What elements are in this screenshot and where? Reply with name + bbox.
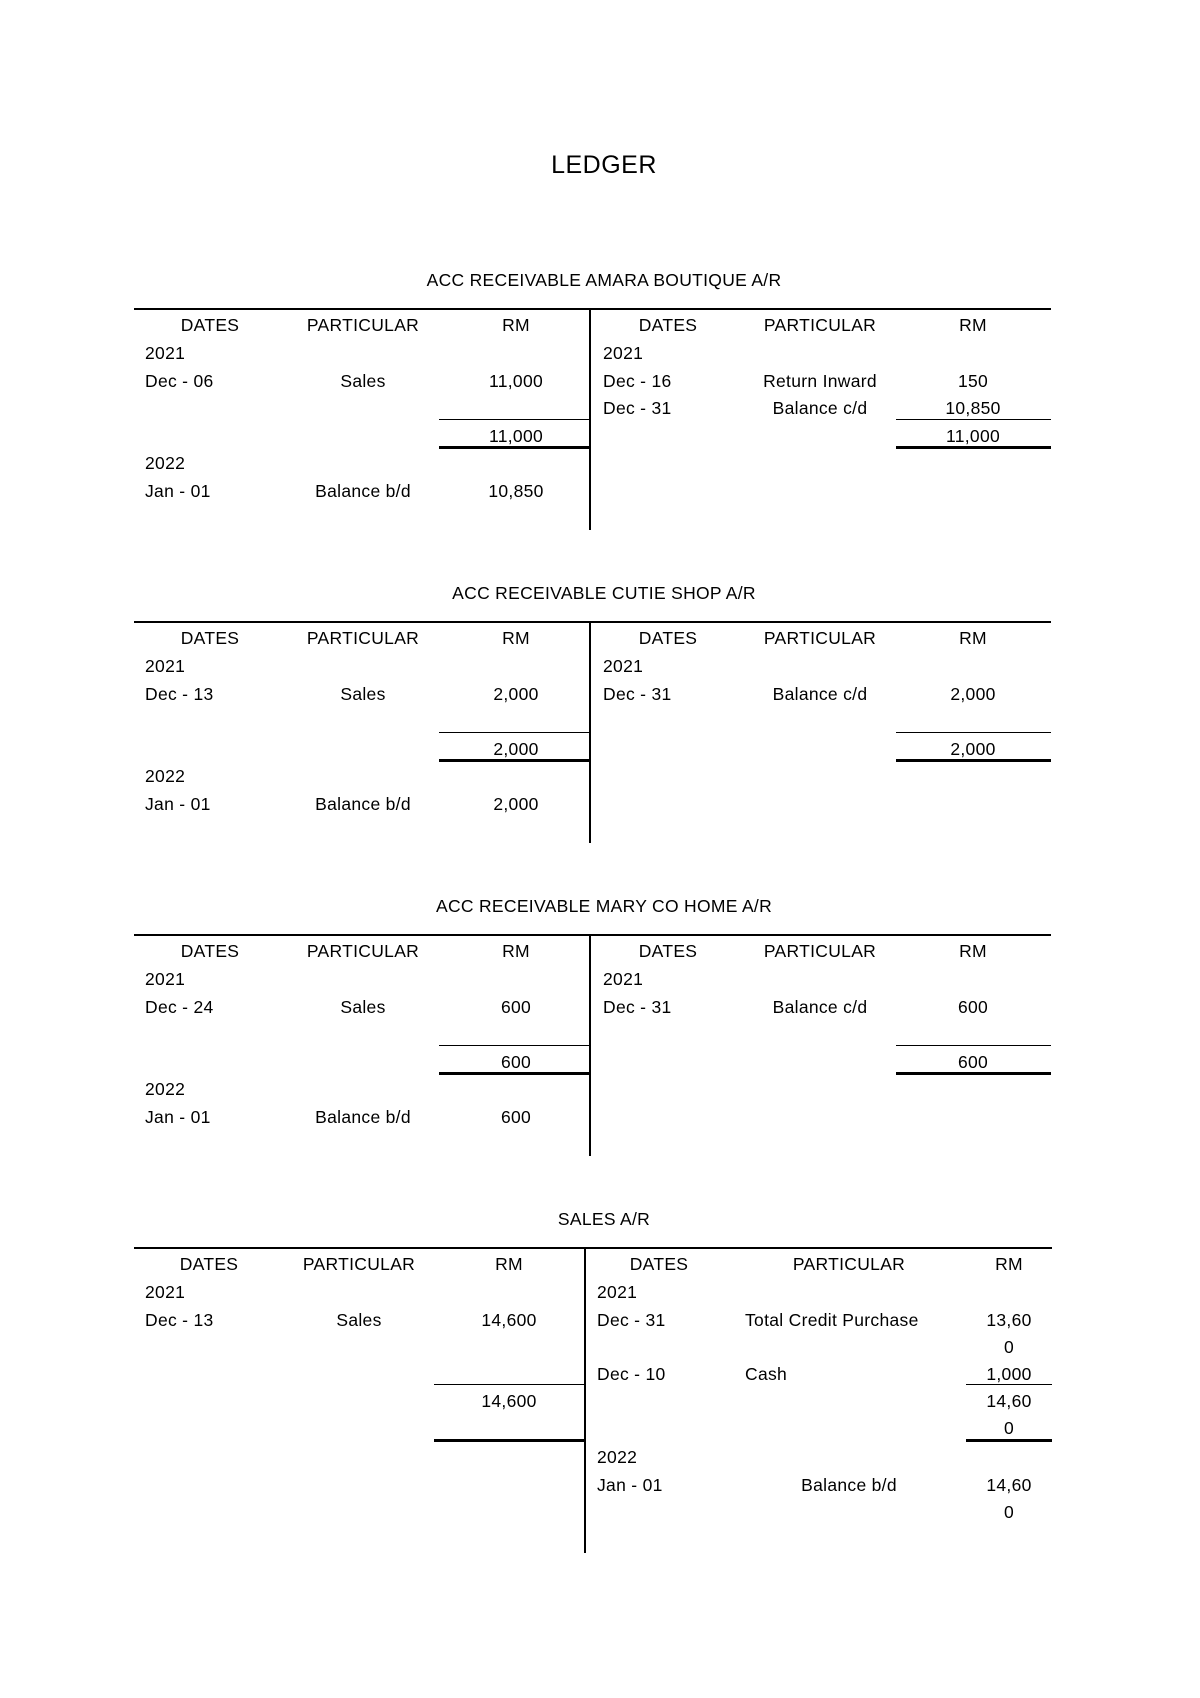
account-title: ACC RECEIVABLE MARY CO HOME A/R — [435, 896, 773, 916]
credit-header-particular: PARTICULAR — [763, 628, 877, 648]
debit-total-rule-bottom — [434, 1439, 584, 1442]
debit-bd-date: Jan - 01 — [145, 1107, 211, 1127]
credit-total: 11,000 — [945, 426, 1001, 446]
debit-entry-date: Dec - 24 — [145, 997, 214, 1017]
credit-entry-particular: Balance c/d — [772, 684, 868, 704]
page-title: LEDGER — [551, 151, 657, 179]
t-account-divider — [589, 622, 591, 843]
credit-entry-date: Dec - 31 — [603, 684, 672, 704]
credit-total-rule-top — [966, 1384, 1052, 1385]
credit-entry-date: Dec - 31 — [603, 398, 672, 418]
debit-entry-amount: 14,600 — [481, 1310, 537, 1330]
debit-bd-particular: Balance b/d — [315, 1107, 411, 1127]
credit-entry-amount: 1,000 — [986, 1364, 1032, 1384]
credit-header-dates: DATES — [638, 315, 698, 335]
debit-entry-particular: Sales — [340, 997, 386, 1017]
debit-year: 2022 — [145, 1079, 186, 1099]
credit-total-rule-top — [896, 732, 1051, 733]
credit-entry-date: Dec - 31 — [603, 997, 672, 1017]
credit-entry-amount: 10,850 — [945, 398, 1001, 418]
debit-entry-particular: Sales — [340, 371, 386, 391]
credit-year: 2021 — [603, 969, 644, 989]
debit-header-dates: DATES — [179, 1254, 239, 1274]
credit-header-rm: RM — [995, 1254, 1023, 1274]
debit-bd-amount: 10,850 — [488, 481, 544, 501]
debit-header-rm: RM — [495, 1254, 523, 1274]
debit-header-dates: DATES — [180, 315, 240, 335]
credit-year: 2021 — [603, 343, 644, 363]
credit-total-rule-bottom — [966, 1439, 1052, 1442]
credit-entry-date: Dec - 10 — [597, 1364, 666, 1384]
credit-entry-amount: 150 — [957, 371, 989, 391]
debit-total-rule-bottom — [439, 759, 589, 762]
account-top-rule — [134, 934, 1051, 936]
debit-entry-amount: 11,000 — [488, 371, 544, 391]
debit-bd-date: Jan - 01 — [145, 481, 211, 501]
credit-bd-particular: Balance b/d — [801, 1475, 897, 1495]
debit-total: 11,000 — [488, 426, 544, 446]
credit-total-rule-top — [896, 1045, 1051, 1046]
debit-year: 2021 — [145, 1282, 186, 1302]
debit-year: 2022 — [145, 453, 186, 473]
account-top-rule — [134, 1247, 1052, 1249]
credit-entry-particular: Total Credit Purchase — [745, 1310, 919, 1330]
credit-header-particular: PARTICULAR — [763, 315, 877, 335]
credit-total-rule-bottom — [896, 446, 1051, 449]
account-title: SALES A/R — [557, 1209, 651, 1229]
debit-entry-date: Dec - 13 — [145, 1310, 214, 1330]
debit-bd-particular: Balance b/d — [315, 481, 411, 501]
credit-header-rm: RM — [959, 941, 987, 961]
credit-bd-amount-line1: 14,60 — [986, 1475, 1032, 1495]
debit-header-rm: RM — [502, 315, 530, 335]
credit-header-dates: DATES — [629, 1254, 689, 1274]
debit-entry-date: Dec - 13 — [145, 684, 214, 704]
credit-total-rule-top — [896, 419, 1051, 420]
debit-entry-particular: Sales — [336, 1310, 382, 1330]
credit-entry-particular: Return Inward — [763, 371, 877, 391]
t-account-divider — [589, 309, 591, 530]
debit-total-rule-bottom — [439, 1072, 589, 1075]
debit-total-rule-top — [439, 419, 589, 420]
credit-total: 600 — [957, 1052, 989, 1072]
credit-total-line2: 0 — [1003, 1418, 1015, 1438]
debit-header-particular: PARTICULAR — [306, 628, 420, 648]
debit-entry-particular: Sales — [340, 684, 386, 704]
credit-header-dates: DATES — [638, 628, 698, 648]
debit-total: 14,600 — [481, 1391, 537, 1411]
credit-entry-amount-line2: 0 — [1003, 1337, 1015, 1357]
credit-header-particular: PARTICULAR — [763, 941, 877, 961]
credit-entry-particular: Balance c/d — [772, 398, 868, 418]
debit-entry-date: Dec - 06 — [145, 371, 214, 391]
credit-bd-date: Jan - 01 — [597, 1475, 663, 1495]
credit-year: 2022 — [597, 1447, 638, 1467]
debit-header-particular: PARTICULAR — [306, 315, 420, 335]
debit-total: 600 — [500, 1052, 532, 1072]
debit-header-particular: PARTICULAR — [306, 941, 420, 961]
credit-year: 2021 — [603, 656, 644, 676]
credit-total: 2,000 — [950, 739, 996, 759]
debit-total-rule-top — [439, 1045, 589, 1046]
credit-year: 2021 — [597, 1282, 638, 1302]
debit-bd-amount: 600 — [500, 1107, 532, 1127]
debit-header-dates: DATES — [180, 941, 240, 961]
credit-entry-particular: Cash — [745, 1364, 788, 1384]
debit-year: 2021 — [145, 343, 186, 363]
credit-header-rm: RM — [959, 315, 987, 335]
debit-entry-amount: 2,000 — [493, 684, 539, 704]
credit-header-dates: DATES — [638, 941, 698, 961]
credit-entry-amount-line1: 13,60 — [986, 1310, 1032, 1330]
debit-bd-date: Jan - 01 — [145, 794, 211, 814]
account-top-rule — [134, 621, 1051, 623]
credit-bd-amount-line2: 0 — [1003, 1502, 1015, 1522]
credit-header-particular: PARTICULAR — [792, 1254, 906, 1274]
credit-header-rm: RM — [959, 628, 987, 648]
credit-entry-amount: 2,000 — [950, 684, 996, 704]
debit-year: 2021 — [145, 656, 186, 676]
credit-total-line1: 14,60 — [986, 1391, 1032, 1411]
debit-year: 2021 — [145, 969, 186, 989]
debit-total-rule-top — [439, 732, 589, 733]
account-title: ACC RECEIVABLE AMARA BOUTIQUE A/R — [426, 270, 782, 290]
account-title: ACC RECEIVABLE CUTIE SHOP A/R — [452, 583, 756, 603]
debit-total-rule-top — [434, 1384, 584, 1385]
debit-total-rule-bottom — [439, 446, 589, 449]
t-account-divider — [589, 935, 591, 1156]
debit-bd-amount: 2,000 — [493, 794, 539, 814]
debit-header-dates: DATES — [180, 628, 240, 648]
account-top-rule — [134, 308, 1051, 310]
debit-bd-particular: Balance b/d — [315, 794, 411, 814]
debit-year: 2022 — [145, 766, 186, 786]
credit-entry-date: Dec - 16 — [603, 371, 672, 391]
credit-entry-amount: 600 — [957, 997, 989, 1017]
credit-entry-date: Dec - 31 — [597, 1310, 666, 1330]
credit-total-rule-bottom — [896, 759, 1051, 762]
debit-entry-amount: 600 — [500, 997, 532, 1017]
debit-header-particular: PARTICULAR — [302, 1254, 416, 1274]
credit-total-rule-bottom — [896, 1072, 1051, 1075]
t-account-divider — [584, 1248, 586, 1553]
debit-header-rm: RM — [502, 628, 530, 648]
debit-total: 2,000 — [493, 739, 539, 759]
credit-entry-particular: Balance c/d — [772, 997, 868, 1017]
debit-header-rm: RM — [502, 941, 530, 961]
